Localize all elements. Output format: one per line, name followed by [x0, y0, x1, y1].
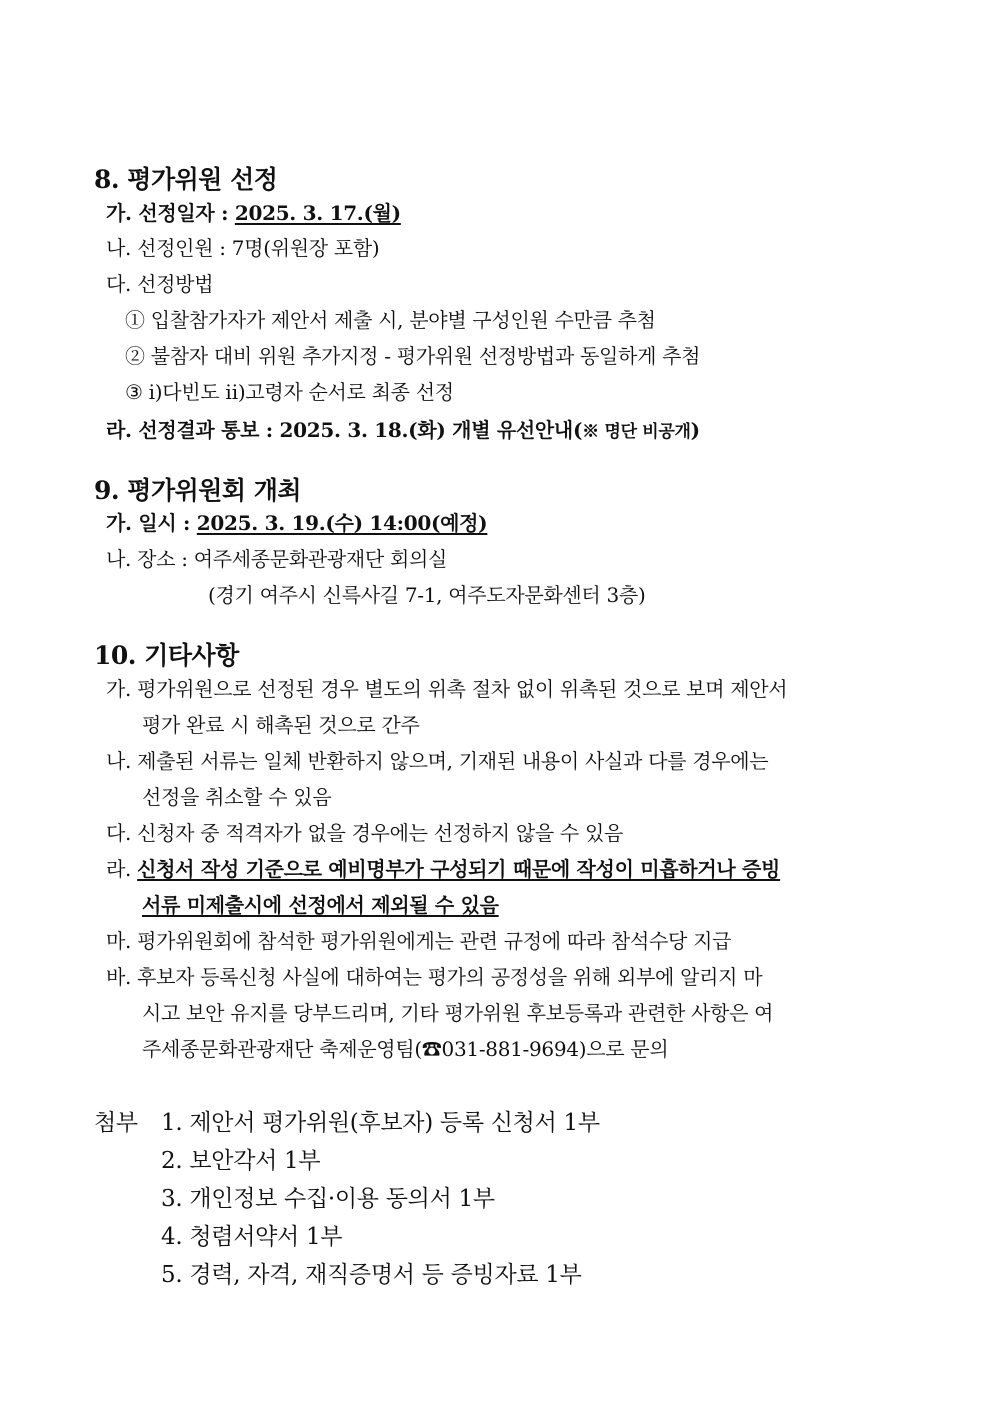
sec8-item-d-main: 라. 선정결과 통보 : 2025. 3. 18.(화) 개별 유선안내(: [106, 418, 583, 442]
sec10-item-d-label: 라.: [106, 857, 138, 881]
sec8-item-d-note: ※ 명단 비공개: [582, 422, 691, 442]
sec8-selection-date: 2025. 3. 17.(월): [234, 201, 401, 225]
attachment-item-4: 4. 청렴서약서 1부: [161, 1224, 343, 1250]
attachment-item-1: 1. 제안서 평가위원(후보자) 등록 신청서 1부: [161, 1110, 600, 1136]
sec8-item-d-close: ): [690, 418, 700, 442]
attachment-item-2: 2. 보안각서 1부: [161, 1148, 321, 1174]
attachment-item-5: 5. 경력, 자격, 재직증명서 등 증빙자료 1부: [161, 1262, 582, 1288]
sec8-method-1: ① 입찰참가자가 제안서 제출 시, 분야별 구성인원 수만큼 추첨: [125, 308, 656, 332]
sec8-item-b: 나. 선정인원 : 7명(위원장 포함): [106, 236, 380, 260]
section-10-title: 10. 기타사항: [94, 641, 239, 670]
sec10-item-c: 다. 신청자 중 적격자가 없을 경우에는 선정하지 않을 수 있음: [106, 821, 624, 845]
sec10-item-d-text1: 신청서 작성 기준으로 예비명부가 구성되기 때문에 작성이 미흡하거나 증빙: [137, 857, 781, 881]
sec10-item-b-line1: 나. 제출된 서류는 일체 반환하지 않으며, 기재된 내용이 사실과 다를 경우에는: [106, 749, 769, 773]
sec9-address: (경기 여주시 신륵사길 7-1, 여주도자문화센터 3층): [208, 583, 646, 607]
sec10-item-f-line2: 시고 보안 유지를 당부드리며, 기타 평가위원 후보등록과 관련한 사항은 여: [142, 1001, 774, 1025]
attachments-label: 첨부: [94, 1110, 138, 1136]
sec8-method-3: ③ ⅰ)다빈도 ⅱ)고령자 순서로 최종 선정: [125, 380, 454, 404]
attachment-item-3: 3. 개인정보 수집·이용 동의서 1부: [161, 1186, 495, 1212]
sec9-item-a: [106, 513, 487, 533]
sec10-item-a-line2: 평가 완료 시 해촉된 것으로 간주: [142, 713, 420, 737]
sec10-item-d-line1: [106, 859, 780, 879]
sec10-item-a-line1: 가. 평가위원으로 선정된 경우 별도의 위촉 절차 없이 위촉된 것으로 보며 제안서: [106, 677, 788, 701]
sec9-meeting-datetime: 2025. 3. 19.(수) 14:00(예정): [196, 511, 488, 535]
sec8-item-c: 다. 선정방법: [106, 272, 214, 296]
sec10-item-e: 마. 평가위원회에 참석한 평가위원에게는 관련 규정에 따라 참석수당 지급: [106, 929, 732, 953]
sec8-method-2: ② 불참자 대비 위원 추가지정 - 평가위원 선정방법과 동일하게 추첨: [125, 344, 701, 368]
sec8-item-a: [106, 203, 401, 223]
sec10-item-f-line1: 바. 후보자 등록신청 사실에 대하여는 평가의 공정성을 위해 외부에 알리지 마: [106, 965, 763, 989]
sec10-item-d-line2: 서류 미제출시에 선정에서 제외될 수 있음: [142, 893, 499, 917]
sec10-item-f-line3: 주세종문화관광재단 축제운영팀(☎031-881-9694)으로 문의: [142, 1037, 669, 1061]
sec8-item-a-label: 가. 선정일자 :: [106, 201, 235, 225]
sec9-item-b: 나. 장소 : 여주세종문화관광재단 회의실: [106, 547, 448, 571]
section-8-title: 8. 평가위원 선정: [94, 165, 278, 194]
section-9-title: 9. 평가위원회 개최: [94, 476, 302, 505]
sec8-item-d: [106, 420, 700, 441]
sec9-item-a-label: 가. 일시 :: [106, 511, 197, 535]
sec10-item-b-line2: 선정을 취소할 수 있음: [142, 785, 332, 809]
